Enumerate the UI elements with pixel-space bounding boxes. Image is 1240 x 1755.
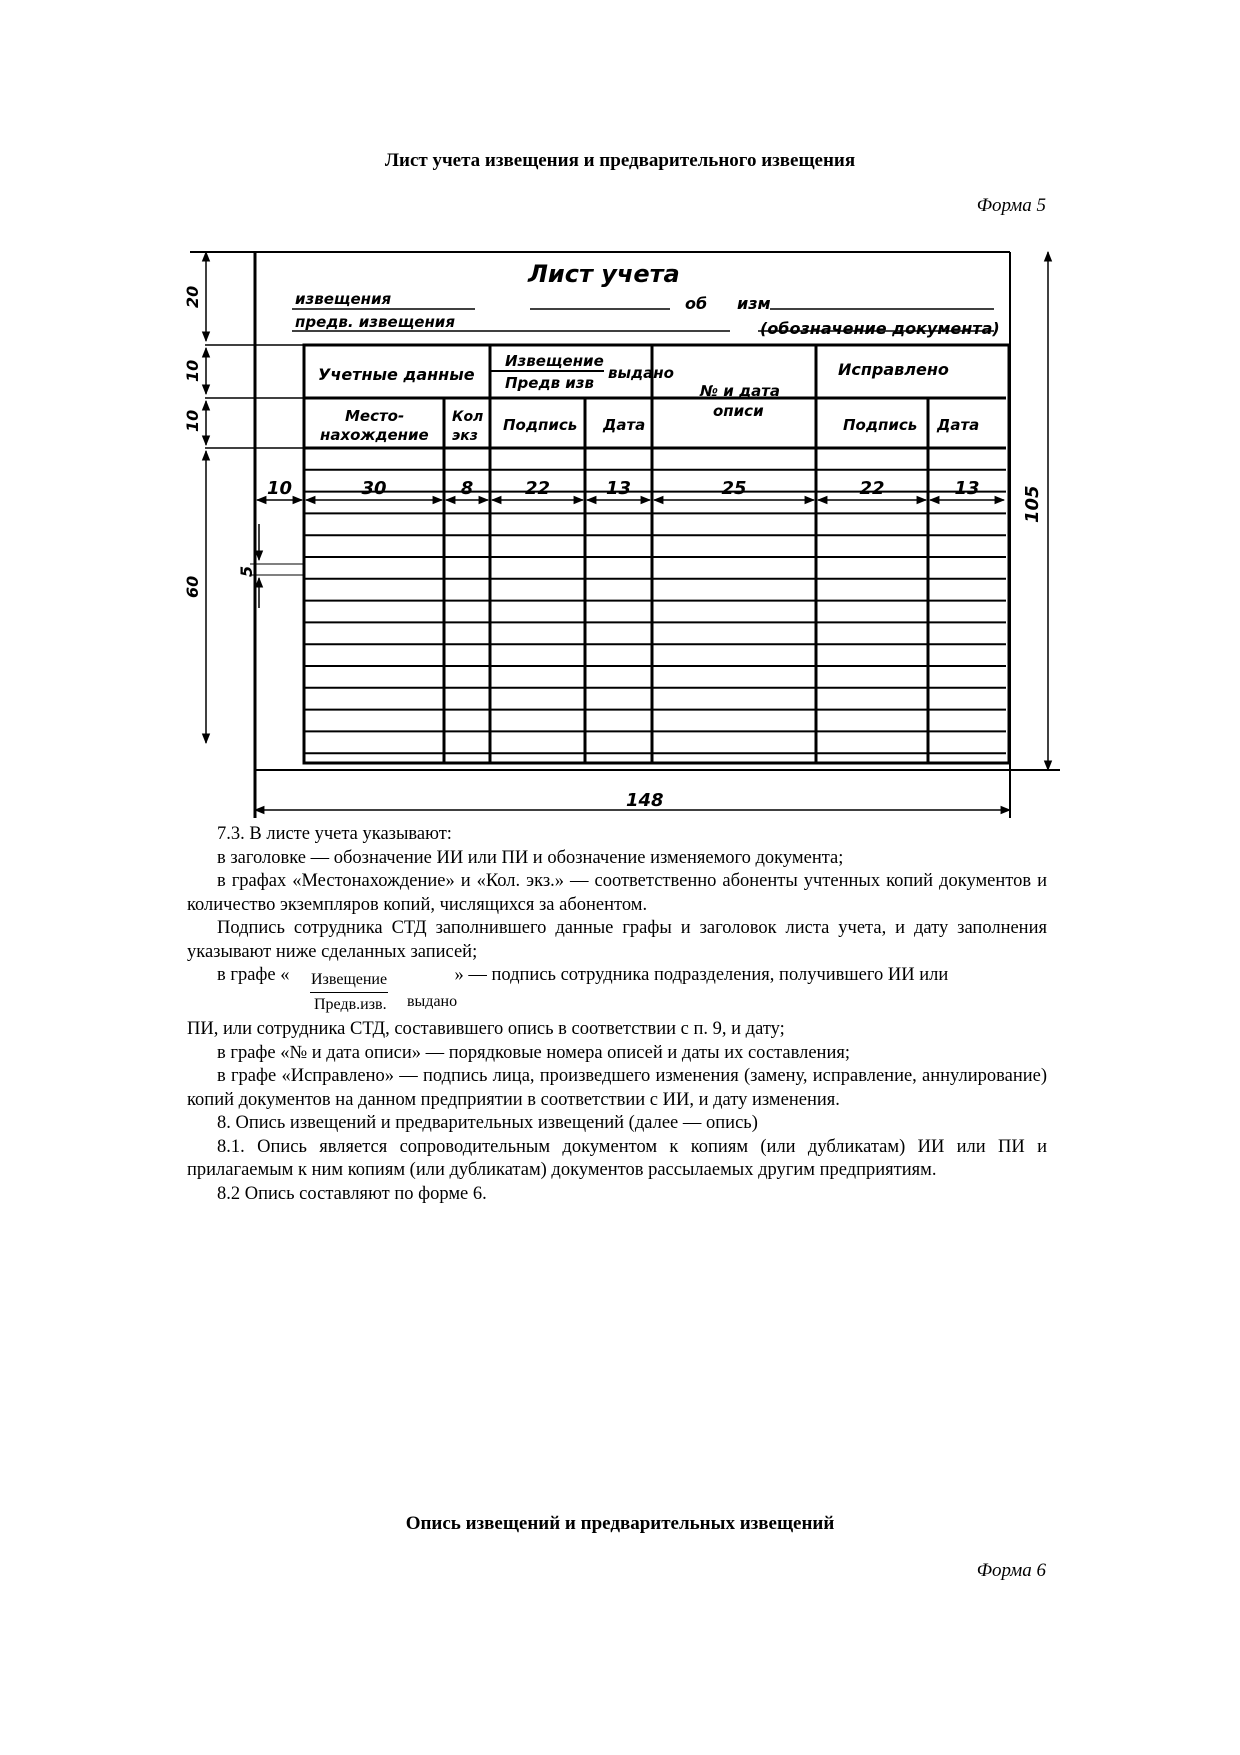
table-rows (304, 470, 1006, 753)
col-inventory-line1: № и дата (700, 382, 781, 400)
para-issued-end: » — подпись сотрудника подразделения, получившего ИИ или (454, 965, 949, 985)
para-section-8: 8. Опись извещений и предварительных извещений (далее — опись) (217, 1113, 758, 1133)
registration-sheet-drawing (180, 238, 1070, 818)
dim-col-width: 22 (524, 478, 551, 499)
issued-fraction (310, 968, 388, 1017)
column-width-dimensions (257, 478, 1004, 500)
pre-notice-label: предв. извещения (295, 313, 455, 331)
fraction-side-word: выдано (407, 993, 458, 1010)
col-corrected: Исправлено (838, 360, 949, 379)
para-inventory: в графе «№ и дата описи» — порядковые номера описей и даты их составления; (217, 1042, 851, 1063)
notice-label: извещения (295, 290, 392, 308)
doc-designation-label: (обозначение документа) (760, 319, 1000, 338)
col-account-data: Учетные данные (318, 365, 475, 384)
dim-5: 5 (237, 565, 256, 577)
para-issued-cont: ПИ, или сотрудника СТД, составившего опись в соответствии с п. 9, и дату; (187, 1019, 785, 1039)
dim-col-width: 30 (361, 478, 387, 499)
about-label: об (685, 294, 708, 313)
fraction-denominator: Предв.изв. (314, 996, 387, 1013)
sub-signature-2: Подпись (843, 416, 918, 434)
change-label: изм (737, 294, 771, 313)
dim-148: 148 (626, 790, 664, 811)
dim-col-width: 25 (721, 478, 747, 499)
para-corrected: в графе «Исправлено» — подпись лица, произведшего изменения (замену, исправление, аннулирование) копий документов на данном предприятии в соответствии с ИИ, и дату изменения. (187, 1066, 1047, 1110)
col-issued-word: выдано (608, 364, 674, 382)
dim-10-b: 10 (183, 409, 202, 432)
sub-signature-1: Подпись (503, 416, 578, 434)
sheet-table (205, 345, 1009, 763)
form-6-title: Опись извещений и предварительных извещений (405, 1513, 835, 1534)
sub-location-line1: Место- (345, 407, 405, 425)
col-issued-top: Извещение (505, 352, 604, 370)
sub-date-2: Дата (937, 416, 980, 434)
dim-20: 20 (183, 285, 202, 308)
para-8-2: 8.2 Опись составляют по форме 6. (217, 1183, 487, 1204)
col-inventory-line2: описи (713, 402, 764, 420)
sub-date-1: Дата (603, 416, 646, 434)
dim-col-width: 13 (605, 478, 632, 499)
dim-col-width: 13 (954, 478, 980, 499)
section-7-3-text (187, 823, 1047, 1206)
dim-col-width: 22 (859, 478, 885, 499)
para-issued-start: в графе « (217, 965, 290, 985)
dim-col-width: 8 (460, 478, 474, 499)
sub-location-line2: нахождение (320, 426, 429, 444)
fraction-numerator: Извещение (310, 968, 388, 993)
para-issued-column (187, 964, 1047, 1018)
form-6-label: Форма 6 (976, 1560, 1046, 1581)
dim-105: 105 (1022, 485, 1043, 523)
para-signature: Подпись сотрудника СТД заполнившего данные графы и заголовок листа учета, и дату заполнения указывают ниже сделанных записей; (187, 918, 1047, 962)
sheet-heading: Лист учета (528, 260, 680, 288)
para-8-1: 8.1. Опись является сопроводительным документом к копиям (или дубликатам) ИИ или ПИ и прилагаемым к ним копиям (или дубликатам) документов рассылаемых другим предприятиям. (187, 1136, 1047, 1180)
sub-qty-line1: Кол (452, 409, 484, 425)
form-5-label: Форма 5 (976, 195, 1046, 216)
para-7-3: 7.3. В листе учета указывают: (217, 824, 452, 844)
col-issued-bottom: Предв изв (505, 374, 595, 392)
dim-10-a: 10 (183, 359, 202, 382)
sub-qty-line2: экз (452, 428, 478, 444)
para-header: в заголовке — обозначение ИИ или ПИ и обозначение изменяемого документа; (217, 847, 844, 868)
dim-col-width: 10 (266, 478, 293, 499)
para-location: в графах «Местонахождение» и «Кол. экз.» — соответственно абоненты учтенных копий документов и количество экземпляров копий, числящихся за абонентом. (187, 871, 1047, 915)
dim-60: 60 (183, 575, 202, 598)
form-5-title: Лист учета извещения и предварительного извещения (384, 150, 856, 171)
